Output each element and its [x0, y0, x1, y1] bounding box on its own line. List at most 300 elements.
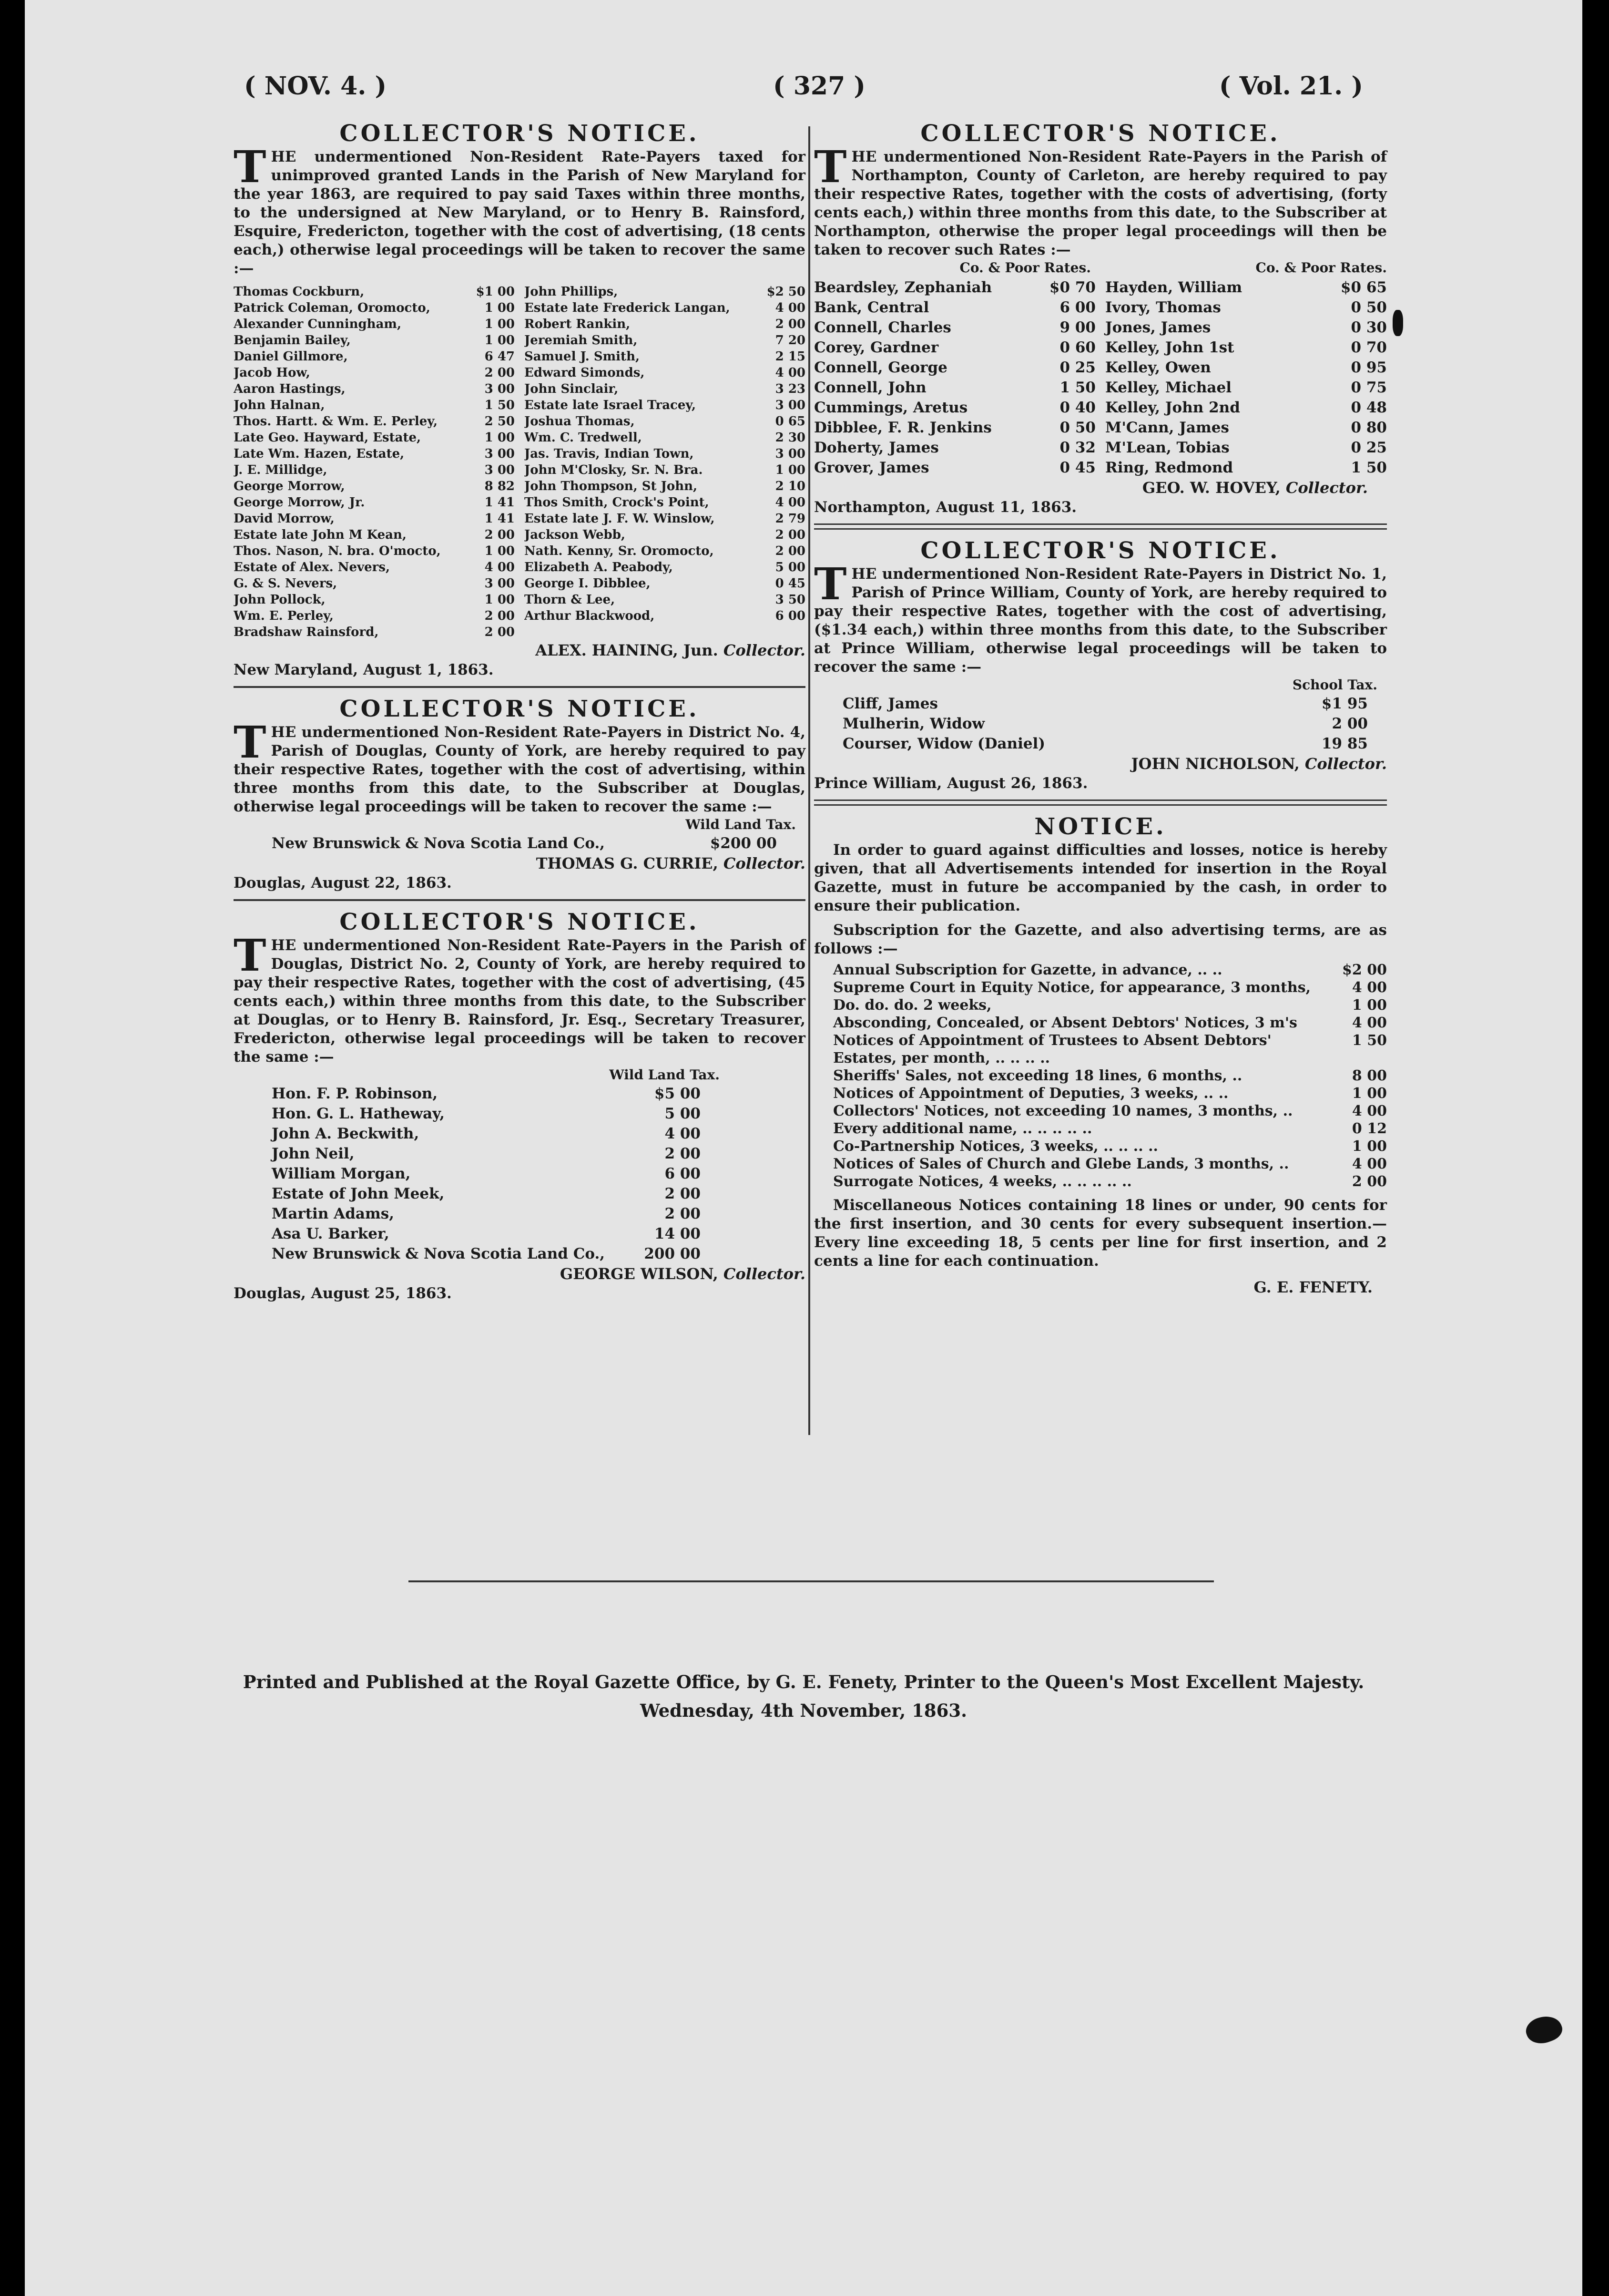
row-amount: 3 00	[484, 447, 515, 461]
row-amount: 0 50	[1351, 299, 1387, 316]
row-amount: 3 00	[484, 463, 515, 477]
row-name: M'Cann, James	[1105, 419, 1229, 436]
row-amount: 1 50	[1352, 1032, 1387, 1049]
row-name: Sheriffs' Sales, not exceeding 18 lines, 6 months, ..	[833, 1067, 1242, 1084]
row-name: Asa U. Barker,	[272, 1225, 389, 1242]
row-name: David Morrow,	[234, 512, 335, 526]
row-amount: 1 00	[484, 593, 515, 607]
row-name: Estate of Alex. Nevers,	[234, 560, 390, 574]
taxpayer-row	[272, 833, 777, 853]
row-name: George I. Dibblee,	[524, 576, 651, 591]
row-name: Arthur Blackwood,	[524, 609, 655, 623]
collector-signature: GEORGE WILSON, Collector.	[560, 1265, 805, 1283]
taxpayer-row	[524, 608, 805, 624]
row-amount: 3 00	[775, 398, 805, 412]
row-name: Corey, Gardner	[814, 339, 939, 356]
taxpayer-row	[524, 462, 805, 478]
fee-row	[833, 1173, 1387, 1190]
row-amount: 14 00	[654, 1225, 701, 1242]
row-name: Cliff, James	[843, 695, 938, 712]
notice-dateline: New Maryland, August 1, 1863.	[234, 661, 494, 678]
row-name: Courser, Widow (Daniel)	[843, 735, 1046, 752]
taxpayer-row	[1105, 358, 1387, 378]
collector-signature: GEO. W. HOVEY, Collector.	[1142, 479, 1368, 497]
row-name: Aaron Hastings,	[234, 382, 346, 396]
taxpayer-row	[524, 300, 805, 316]
taxpayer-row	[814, 418, 1096, 438]
taxpayer-row	[234, 381, 515, 397]
drop-cap: T	[234, 717, 266, 768]
row-amount: 1 00	[484, 317, 515, 331]
row-amount: 4 00	[775, 366, 805, 380]
fee-row	[833, 1138, 1387, 1155]
row-name: Joshua Thomas,	[524, 414, 635, 429]
row-amount: 0 75	[1351, 379, 1387, 396]
row-name: M'Lean, Tobias	[1105, 439, 1230, 456]
row-amount: 2 10	[775, 479, 805, 493]
fee-row	[833, 1067, 1387, 1085]
row-amount: $2 00	[1342, 962, 1387, 978]
row-amount: 5 00	[664, 1105, 701, 1122]
row-name: Wm. C. Tredwell,	[524, 430, 642, 445]
taxpayer-row	[234, 446, 515, 462]
taxpayer-row	[272, 1124, 701, 1144]
row-name: Kelley, John 1st	[1105, 339, 1234, 356]
header-volume: ( Vol. 21. )	[1219, 72, 1363, 101]
row-name: Supreme Court in Equity Notice, for appearance, 3 months,	[833, 979, 1311, 996]
gazette-page	[25, 0, 1582, 2296]
row-name: Jones, James	[1105, 319, 1211, 336]
row-name: Patrick Coleman, Oromocto,	[234, 301, 430, 315]
row-amount: 1 00	[775, 463, 805, 477]
row-amount: 0 32	[1059, 439, 1096, 456]
row-name: John M'Closky, Sr. N. Bra.	[524, 463, 703, 477]
taxpayer-column-b	[524, 284, 805, 640]
taxpayer-row	[234, 527, 515, 543]
row-amount: 0 60	[1059, 339, 1096, 356]
taxpayer-row	[524, 446, 805, 462]
taxpayer-row	[1105, 398, 1387, 418]
taxpayer-row	[234, 462, 515, 478]
taxpayer-list	[234, 833, 805, 853]
row-amount: 0 25	[1059, 359, 1096, 376]
fee-row	[833, 996, 1387, 1014]
row-amount: 0 95	[1351, 359, 1387, 376]
row-amount: 1 50	[1351, 459, 1387, 476]
taxpayer-row	[524, 543, 805, 559]
row-amount: 6 00	[775, 609, 805, 623]
row-name: Connell, John	[814, 379, 927, 396]
row-amount: 2 00	[484, 625, 515, 639]
section-rule	[234, 686, 805, 688]
taxpayer-row	[524, 511, 805, 527]
row-name: Martin Adams,	[272, 1205, 395, 1222]
notice-intro: THE undermentioned Non-Resident Rate-Payers taxed for unimproved granted Lands in the Parish of New Maryland for the year 1863, are required to pay said Taxes within three months, to the undersigned at New Maryland, or to Henry B. Rainsford, Esquire, Fredericton, together with the cost of advertising, (18 cents each,) otherwise legal proceedings will be taken to recover the same :—	[234, 141, 805, 277]
row-amount: $0 70	[1049, 279, 1096, 296]
row-name: Edward Simonds,	[524, 366, 645, 380]
row-amount: 2 00	[1352, 1173, 1387, 1190]
row-amount: $5 00	[654, 1085, 701, 1102]
taxpayer-row	[272, 1164, 701, 1184]
row-amount: 3 00	[484, 382, 515, 396]
taxpayer-row	[1105, 458, 1387, 478]
row-name: Samuel J. Smith,	[524, 349, 640, 364]
row-name: Cummings, Aretus	[814, 399, 968, 416]
row-name: Robert Rankin,	[524, 317, 631, 331]
row-name: John Thompson, St John,	[524, 479, 698, 493]
row-name: Estate late J. F. W. Winslow,	[524, 512, 715, 526]
notice-title: NOTICE.	[1034, 813, 1167, 840]
row-name: George Morrow,	[234, 479, 345, 493]
taxpayer-row	[272, 1244, 701, 1264]
row-name: John Phillips,	[524, 285, 618, 299]
row-amount: $0 65	[1340, 279, 1387, 296]
taxpayer-row	[272, 1224, 701, 1244]
taxpayer-row	[234, 511, 515, 527]
row-name: New Brunswick & Nova Scotia Land Co.,	[272, 1245, 605, 1262]
taxpayer-list	[814, 277, 1387, 478]
imprint-date: Wednesday, 4th November, 1863.	[640, 1700, 967, 1721]
row-name: Hon. F. P. Robinson,	[272, 1085, 438, 1102]
row-amount: 1 50	[484, 398, 515, 412]
row-name: J. E. Millidge,	[234, 463, 327, 477]
row-name: Grover, James	[814, 459, 929, 476]
fee-row	[833, 979, 1387, 996]
row-amount: 4 00	[1352, 979, 1387, 996]
notice-dateline: Prince William, August 26, 1863.	[814, 775, 1088, 792]
row-amount: 0 40	[1059, 399, 1096, 416]
row-amount: 0 30	[1351, 319, 1387, 336]
drop-cap: T	[814, 558, 847, 610]
taxpayer-row	[1105, 318, 1387, 338]
row-amount: 8 00	[1352, 1067, 1387, 1084]
row-amount: $2 50	[766, 285, 805, 299]
row-amount: 1 00	[1352, 997, 1387, 1014]
row-name: John Neil,	[272, 1145, 355, 1162]
row-amount: 1 50	[1059, 379, 1096, 396]
row-name: Connell, George	[814, 359, 947, 376]
row-name: John A. Beckwith,	[272, 1125, 419, 1142]
row-name: Wm. E. Perley,	[234, 609, 334, 623]
taxpayer-row	[272, 1184, 701, 1204]
row-amount: 4 00	[1352, 1103, 1387, 1119]
taxpayer-row	[524, 575, 805, 592]
row-amount: 2 30	[775, 430, 805, 445]
row-amount: 4 00	[1352, 1015, 1387, 1031]
publisher-signature: G. E. FENETY.	[1253, 1278, 1373, 1296]
row-amount: 2 15	[775, 349, 805, 364]
row-amount: 2 50	[484, 414, 515, 429]
taxpayer-row	[524, 284, 805, 300]
row-name: John Sinclair,	[524, 382, 619, 396]
taxpayer-row	[234, 413, 515, 430]
row-name: Elizabeth A. Peabody,	[524, 560, 673, 574]
page-header	[244, 72, 1363, 110]
row-name: Estate late Frederick Langan,	[524, 301, 730, 315]
drop-cap: T	[234, 930, 266, 981]
notice-northampton	[814, 119, 1387, 517]
row-name: Beardsley, Zephaniah	[814, 279, 992, 296]
row-name: Kelley, Michael	[1105, 379, 1232, 396]
row-amount: 3 50	[775, 593, 805, 607]
footer-rule	[408, 1580, 1214, 1582]
taxpayer-row	[234, 365, 515, 381]
header-page-number: ( 327 )	[773, 72, 866, 101]
column-divider	[808, 126, 810, 1435]
column-heading: School Tax.	[1292, 677, 1377, 693]
row-name: Every additional name, .. .. .. .. ..	[833, 1120, 1092, 1137]
notice-intro: THE undermentioned Non-Resident Rate-Payers in the Parish of Northampton, County of Carleton, are hereby required to pay their respective Rates, together with the costs of advertising, (forty cents each,) within three months from this date, to the Subscriber at Northampton, otherwise the proper legal proceedings will then be taken to recover such Rates :—	[814, 141, 1387, 258]
row-amount: 1 41	[484, 512, 515, 526]
row-name: Jas. Travis, Indian Town,	[524, 447, 694, 461]
row-name: Jacob How,	[234, 366, 310, 380]
row-amount: 0 45	[1059, 459, 1096, 476]
row-name: William Morgan,	[272, 1165, 411, 1182]
left-column	[234, 119, 805, 1303]
row-name: G. & S. Nevers,	[234, 576, 337, 591]
taxpayer-row	[814, 318, 1096, 338]
notice-title: COLLECTOR'S NOTICE.	[920, 120, 1281, 147]
notice-paragraph: Miscellaneous Notices containing 18 lines or under, 90 cents for the first insertion, and 30 cents for every subsequent insertion.— Every line exceeding 18, 5 cents per line for first insertion, and 2 cents a line for each continuation.	[814, 1197, 1387, 1270]
row-amount: $200 00	[710, 835, 777, 852]
fee-schedule	[814, 961, 1387, 1190]
row-name: Ring, Redmond	[1105, 459, 1233, 476]
header-date: ( NOV. 4. )	[244, 72, 387, 101]
taxpayer-row	[524, 316, 805, 332]
fee-row	[833, 1102, 1387, 1120]
taxpayer-row	[814, 378, 1096, 398]
row-amount: 2 00	[664, 1185, 701, 1202]
row-amount: 2 00	[664, 1145, 701, 1162]
row-amount: 0 25	[1351, 439, 1387, 456]
taxpayer-list	[234, 284, 805, 640]
notice-dateline: Douglas, August 22, 1863.	[234, 874, 452, 892]
taxpayer-row	[814, 438, 1096, 458]
column-heading: Wild Land Tax.	[685, 817, 796, 832]
row-amount: 4 00	[775, 301, 805, 315]
row-name: Doherty, James	[814, 439, 939, 456]
column-headings	[814, 259, 1387, 277]
notice-new-maryland	[234, 119, 805, 679]
taxpayer-row	[524, 365, 805, 381]
taxpayer-row	[234, 316, 515, 332]
row-amount: 200 00	[644, 1245, 701, 1262]
row-name: Estate of John Meek,	[272, 1185, 445, 1202]
taxpayer-column-a	[814, 277, 1096, 478]
row-amount: 2 00	[775, 528, 805, 542]
taxpayer-list	[814, 694, 1387, 754]
row-name: Estate late Israel Tracey,	[524, 398, 696, 412]
row-name: Mulherin, Widow	[843, 715, 985, 732]
notice-title: COLLECTOR'S NOTICE.	[339, 120, 700, 147]
row-name: Co-Partnership Notices, 3 weeks, .. .. .. ..	[833, 1138, 1159, 1155]
taxpayer-row	[234, 332, 515, 348]
row-amount: 5 00	[775, 560, 805, 574]
imprint-line: Printed and Published at the Royal Gazette Office, by G. E. Fenety, Printer to the Queen's Most Excellent Majesty.	[243, 1671, 1365, 1692]
notice-dateline: Douglas, August 25, 1863.	[234, 1285, 452, 1302]
row-name: Jeremiah Smith,	[524, 333, 638, 348]
row-amount: 1 00	[1352, 1138, 1387, 1155]
taxpayer-row	[1105, 418, 1387, 438]
row-amount: 0 48	[1351, 399, 1387, 416]
row-name: George Morrow, Jr.	[234, 495, 365, 510]
row-amount: 1 00	[484, 333, 515, 348]
section-rule	[814, 800, 1387, 806]
taxpayer-row	[843, 734, 1368, 754]
notice-prince-william	[814, 536, 1387, 793]
row-name: Hayden, William	[1105, 279, 1242, 296]
notice-title: COLLECTOR'S NOTICE.	[339, 909, 700, 935]
taxpayer-column-b	[1105, 277, 1387, 478]
taxpayer-row	[524, 348, 805, 365]
collector-signature: JOHN NICHOLSON, Collector.	[1131, 755, 1387, 773]
row-amount: 1 00	[484, 430, 515, 445]
row-amount: 2 00	[1332, 715, 1368, 732]
row-name: Benjamin Bailey,	[234, 333, 351, 348]
row-amount: 9 00	[1059, 319, 1096, 336]
row-amount: 2 00	[664, 1205, 701, 1222]
taxpayer-row	[524, 397, 805, 413]
row-amount: $1 00	[476, 285, 515, 299]
row-name: Estate late John M Kean,	[234, 528, 407, 542]
row-name: Thomas Cockburn,	[234, 285, 365, 299]
taxpayer-row	[1105, 438, 1387, 458]
row-name: Dibblee, F. R. Jenkins	[814, 419, 992, 436]
row-amount: $1 95	[1321, 695, 1368, 712]
taxpayer-row	[524, 430, 805, 446]
notice-advertising-terms	[814, 812, 1387, 1297]
row-amount: 7 20	[775, 333, 805, 348]
row-name: Alexander Cunningham,	[234, 317, 401, 331]
row-name: Thorn & Lee,	[524, 593, 615, 607]
row-amount: 0 65	[775, 414, 805, 429]
taxpayer-row	[234, 543, 515, 559]
row-amount: 0 80	[1351, 419, 1387, 436]
row-name: Nath. Kenny, Sr. Oromocto,	[524, 544, 714, 558]
row-name: Notices of Appointment of Trustees to Absent Debtors' Estates, per month, .. .. .. ..	[833, 1032, 1272, 1066]
notice-title: COLLECTOR'S NOTICE.	[339, 696, 700, 722]
notice-dateline: Northampton, August 11, 1863.	[814, 499, 1077, 516]
row-amount: 1 41	[484, 495, 515, 510]
taxpayer-row	[234, 348, 515, 365]
notice-douglas-district-4	[234, 695, 805, 892]
row-amount: 2 00	[484, 528, 515, 542]
taxpayer-list	[234, 1084, 805, 1264]
fee-row	[833, 1085, 1387, 1102]
row-name: John Pollock,	[234, 593, 326, 607]
fee-row	[833, 1120, 1387, 1138]
row-amount: 3 00	[775, 447, 805, 461]
row-amount: 1 00	[484, 301, 515, 315]
row-name: Hon. G. L. Hatheway,	[272, 1105, 445, 1122]
row-amount: 8 82	[484, 479, 515, 493]
ink-blot	[1393, 310, 1403, 336]
taxpayer-column-a	[234, 284, 515, 640]
row-amount: 2 00	[775, 544, 805, 558]
row-name: Thos. Hartt. & Wm. E. Perley,	[234, 414, 438, 429]
row-amount: 2 00	[484, 609, 515, 623]
row-amount: 0 45	[775, 576, 805, 591]
row-amount: 6 47	[484, 349, 515, 364]
taxpayer-row	[234, 575, 515, 592]
taxpayer-row	[234, 478, 515, 494]
fee-row	[833, 961, 1387, 979]
notice-paragraph: Subscription for the Gazette, and also advertising terms, are as follows :—	[814, 922, 1387, 957]
drop-cap: T	[234, 141, 266, 193]
taxpayer-row	[814, 358, 1096, 378]
row-amount: 19 85	[1321, 735, 1368, 752]
row-name: Bank, Central	[814, 299, 929, 316]
row-name: Notices of Sales of Church and Glebe Lands, 3 months, ..	[833, 1156, 1289, 1172]
row-name: Notices of Appointment of Deputies, 3 weeks, .. ..	[833, 1085, 1229, 1102]
row-name: Jackson Webb,	[524, 528, 625, 542]
right-column	[814, 119, 1387, 1297]
row-amount: 4 00	[484, 560, 515, 574]
row-amount: 3 00	[484, 576, 515, 591]
row-name: Bradshaw Rainsford,	[234, 625, 379, 639]
taxpayer-row	[234, 300, 515, 316]
taxpayer-row	[814, 398, 1096, 418]
row-name: Thos Smith, Crock's Point,	[524, 495, 709, 510]
row-amount: 3 23	[775, 382, 805, 396]
row-name: Collectors' Notices, not exceeding 10 names, 3 months, ..	[833, 1103, 1293, 1119]
row-name: Late Geo. Hayward, Estate,	[234, 430, 421, 445]
fee-row	[833, 1014, 1387, 1032]
row-name: Late Wm. Hazen, Estate,	[234, 447, 405, 461]
taxpayer-row	[524, 478, 805, 494]
taxpayer-row	[843, 714, 1368, 734]
row-name: New Brunswick & Nova Scotia Land Co.,	[272, 835, 605, 852]
row-amount: 1 00	[1352, 1085, 1387, 1102]
taxpayer-row	[1105, 338, 1387, 358]
taxpayer-row	[524, 527, 805, 543]
taxpayer-row	[234, 608, 515, 624]
taxpayer-row	[814, 338, 1096, 358]
notice-intro: THE undermentioned Non-Resident Rate-Payers in District No. 1, Parish of Prince William, County of York, are hereby required to pay their respective Rates, together with the cost of advertising, ($1.34 each,) within three months from this date, to the Subscriber at Prince William, otherwise legal proceedings will be taken to recover the same :—	[814, 558, 1387, 676]
row-name: Do. do. do. 2 weeks,	[833, 997, 992, 1014]
column-heading: Wild Land Tax.	[609, 1067, 720, 1083]
taxpayer-row	[524, 413, 805, 430]
row-amount: 4 00	[664, 1125, 701, 1142]
taxpayer-row	[524, 592, 805, 608]
row-amount: 4 00	[1352, 1156, 1387, 1172]
row-name: Connell, Charles	[814, 319, 951, 336]
notice-intro: THE undermentioned Non-Resident Rate-Payers in District No. 4, Parish of Douglas, County of York, are hereby required to pay their respective Rates, together with the cost of advertising, within three months from this date, to the Subscriber at Douglas, otherwise legal proceedings will be taken to recover the same :—	[234, 717, 805, 815]
row-amount: 6 00	[664, 1165, 701, 1182]
ink-blot	[1523, 2011, 1565, 2048]
taxpayer-row	[1105, 277, 1387, 297]
row-amount: 0 50	[1059, 419, 1096, 436]
row-amount: 1 00	[484, 544, 515, 558]
taxpayer-row	[272, 1144, 701, 1164]
taxpayer-row	[843, 694, 1368, 714]
row-name: Absconding, Concealed, or Absent Debtors' Notices, 3 m's	[833, 1015, 1297, 1031]
column-heading: Co. & Poor Rates.	[1255, 260, 1387, 276]
section-rule	[814, 523, 1387, 530]
row-name: Ivory, Thomas	[1105, 299, 1221, 316]
taxpayer-row	[524, 494, 805, 511]
row-amount: 2 00	[775, 317, 805, 331]
row-name: Kelley, John 2nd	[1105, 399, 1240, 416]
row-amount: 2 00	[484, 366, 515, 380]
taxpayer-row	[234, 284, 515, 300]
taxpayer-row	[234, 430, 515, 446]
notice-douglas-district-2	[234, 908, 805, 1303]
taxpayer-row	[234, 624, 515, 640]
fee-row	[833, 1032, 1387, 1067]
column-heading: Co. & Poor Rates.	[959, 260, 1091, 276]
taxpayer-row	[234, 559, 515, 575]
